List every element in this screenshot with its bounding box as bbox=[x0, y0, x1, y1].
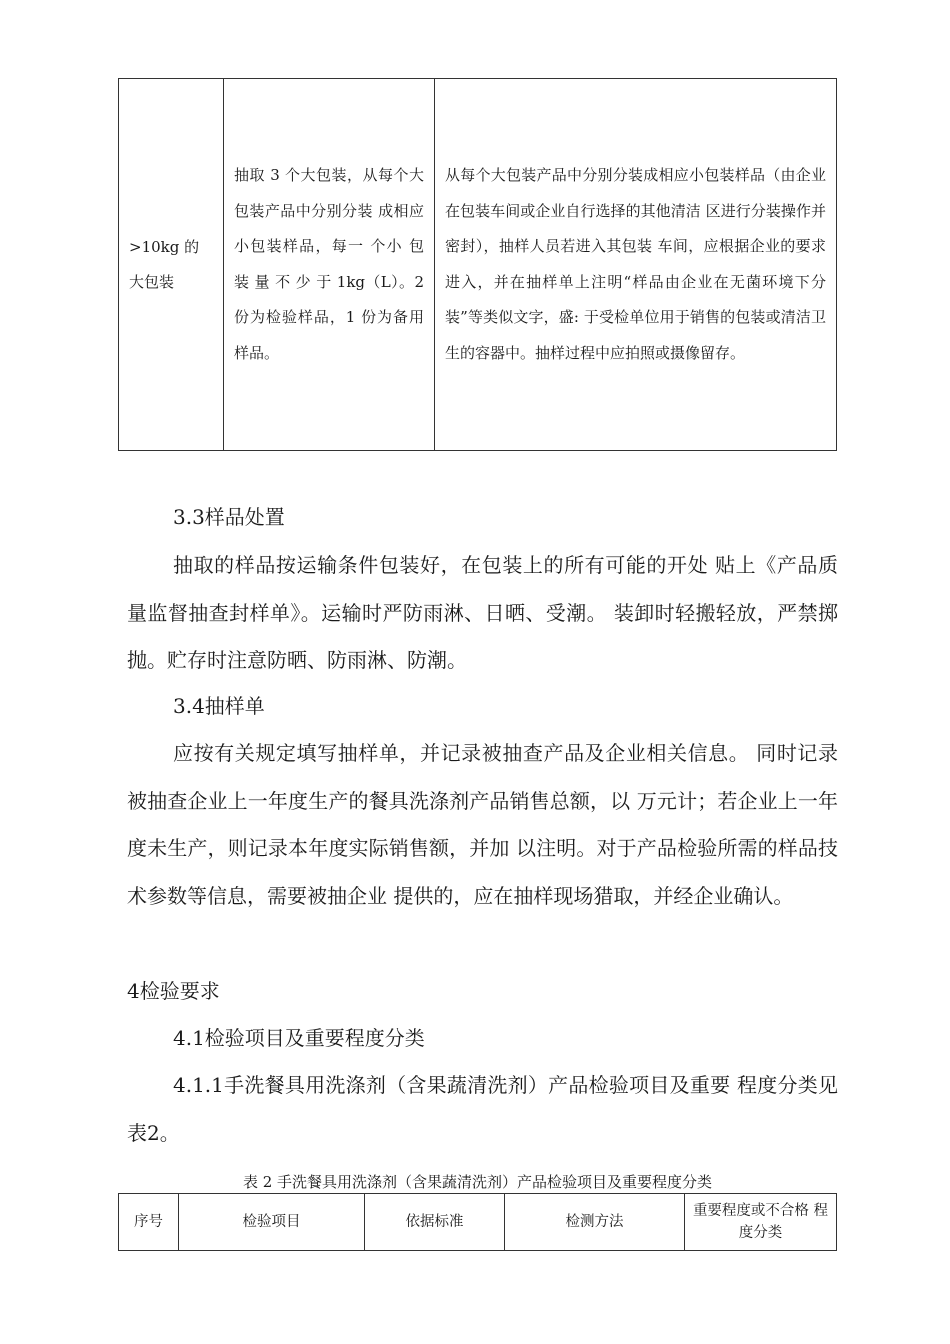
header-standard: 依据标准 bbox=[365, 1194, 505, 1251]
section-3-3-heading: 3.3样品处置 bbox=[173, 505, 285, 529]
header-item: 检验项目 bbox=[179, 1194, 365, 1251]
table-2-caption: 表 2 手洗餐具用洗涤剂（含果蔬清洗剂）产品检验项目及重要程度分类 bbox=[242, 1173, 713, 1191]
header-classification: 重要程度或不合格 程度分类 bbox=[685, 1194, 837, 1251]
sampling-method-cell: 抽取 3 个大包装，从每个大包装产品中分别分装 成相应小包装样品，每一 个小 包 装 量 不 少 于 1kg（L）。2 份为检验样品，1 份为备用样品。 bbox=[224, 79, 435, 451]
table-row bbox=[119, 79, 837, 451]
package-size-text: >10kg 的 大包装 bbox=[129, 237, 200, 291]
section-4-heading: 4检验要求 bbox=[127, 979, 220, 1003]
sampling-table bbox=[118, 78, 837, 451]
section-3-4-body: 应按有关规定填写抽样单，并记录被抽查产品及企业相关信息。 同时记录被抽查企业上一年度生产的餐具洗涤剂产品销售总额，以 万元计；若企业上一年度未生产，则记录本年度实际销售额，并加 以注明。对于产品检验所需的样品技术参数等信息，需要被抽企业 提供的，应在抽样现场猎取，并经企业确认。 bbox=[127, 741, 838, 908]
inspection-items-table bbox=[118, 1193, 837, 1251]
section-4-1-1-body: 4.1.1手洗餐具用洗涤剂（含果蔬清洗剂）产品检验项目及重要 程度分类见表2。 bbox=[127, 1073, 838, 1145]
header-method: 检测方法 bbox=[505, 1194, 685, 1251]
section-3-3-body: 抽取的样品按运输条件包装好，在包装上的所有可能的开处 贴上《产品质量监督抽查封样单》。运输时严防雨淋、日晒、受潮。 装卸时轻搬轻放，严禁掷抛。贮存时注意防晒、防雨淋、防潮。 bbox=[127, 553, 838, 672]
section-3-4-heading: 3.4抽样单 bbox=[173, 694, 265, 718]
table-header-row bbox=[119, 1194, 837, 1251]
section-4-1-heading: 4.1检验项目及重要程度分类 bbox=[173, 1026, 425, 1050]
header-index: 序号 bbox=[119, 1194, 179, 1251]
sampling-note-cell: 从每个大包装产品中分别分装成相应小包装样品（由企业在包装车间或企业自行选择的其他清洁 区进行分装操作并密封），抽样人员若进入其包装 车间，应根据企业的要求进入，并在抽样单上注明“样品由企业在无菌环境下分装”等类似文字，盛: 于受检单位用于销售的包装或清洁卫生的容器中。抽样过程中应拍照或摄像留存。 bbox=[435, 79, 837, 451]
package-size-cell bbox=[119, 79, 224, 451]
